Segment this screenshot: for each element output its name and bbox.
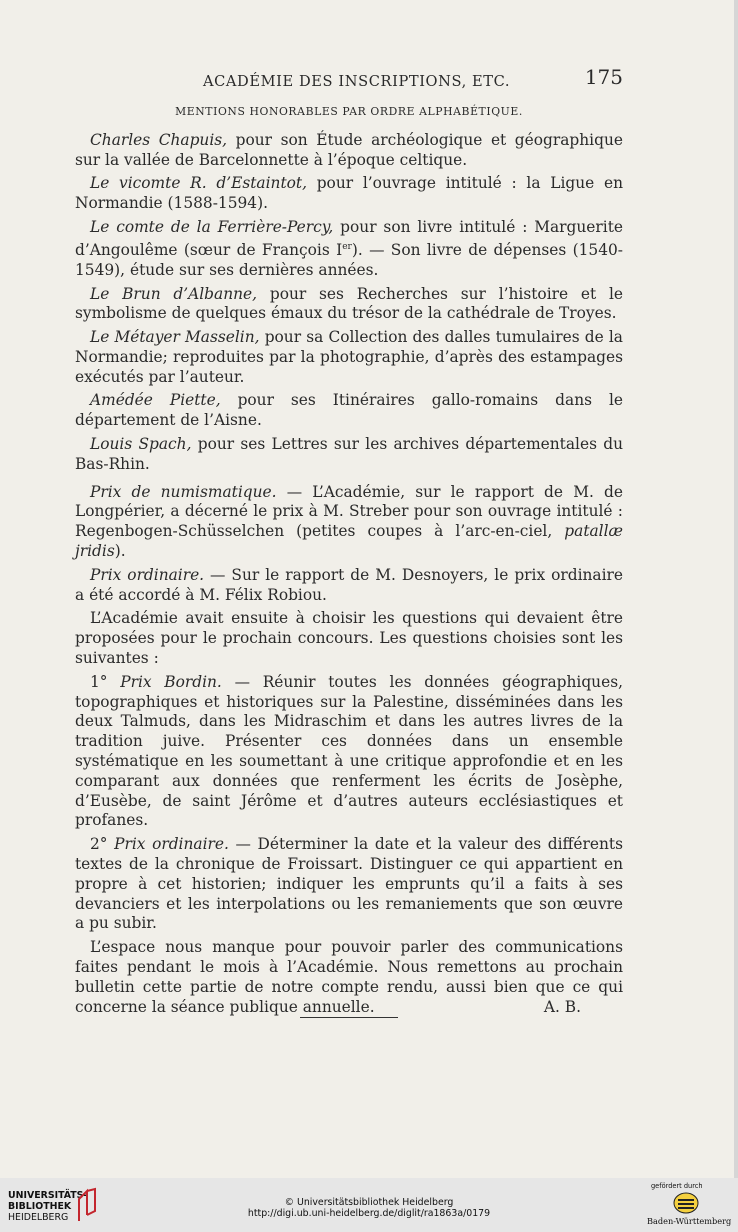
signature: A. B.	[543, 997, 581, 1016]
paragraph	[75, 673, 623, 831]
paragraph-text: — Réunir toutes les données géographiques, topographiques et historiques sur la Palestine, disséminées dans les deux Talmuds, dans les Midraschim et dans les autres livres de la tradition juive. Présenter ces données dans un ensemble systématique en les soumettant à une critique approfondie et en les comparant aux données que renferment les écrits de Josèphe, d’Eusèbe, de saint Jérôme et d’autres auteurs ecclésiastiques et profanes.	[75, 672, 623, 830]
paragraph-text: pour son livre intitulé : Marguerite d’Angoulême (sœur de François I	[75, 217, 623, 259]
paragraph-prefix: 1°	[90, 672, 108, 691]
paragraph-text: pour ses Itinéraires gallo-romains dans le département de l’Aisne.	[75, 391, 623, 430]
paragraph-lead: Prix Bordin.	[120, 672, 222, 691]
paragraph	[75, 609, 623, 668]
viewer-footer	[0, 1178, 738, 1232]
page-text	[75, 65, 624, 1021]
paragraph-lead: Prix ordinaire.	[90, 565, 205, 584]
paragraph-lead: Prix ordinaire.	[114, 835, 229, 854]
paragraph-text-continued: ). — Son livre de dépenses (1540-1549), étude sur ses dernières années.	[75, 240, 623, 279]
paragraph-text: L’espace nous manque pour pouvoir parler des communications faites pendant le mois à l’Académie. Nous remettons au prochain bulletin cette partie de notre compte rendu, aussi bien que ce qui concerne la séance publique annuelle.	[75, 938, 623, 1016]
paragraph-text: pour son Étude archéologique et géographique sur la vallée de Barcelonnette à l’époque celtique.	[75, 130, 623, 169]
paragraph	[75, 435, 623, 475]
paragraph-lead: Charles Chapuis,	[90, 130, 228, 149]
paragraph-lead: Le Brun d’Albanne,	[90, 284, 258, 303]
paragraph-text: pour l’ouvrage intitulé : la Ligue en Normandie (1588-1594).	[75, 174, 624, 213]
library-name-line: UNIVERSITÄTS-	[8, 1190, 88, 1201]
paragraph	[75, 218, 623, 281]
paragraph-text: — Sur le rapport de M. Desnoyers, le prix ordinaire a été accordé à M. Félix Robiou.	[75, 565, 623, 604]
paragraph	[75, 391, 623, 431]
permalink[interactable]: http://digi.ub.uni-heidelberg.de/diglit/ra1863a/0179	[247, 1208, 491, 1219]
sponsor-name: Baden-Württemberg	[647, 1216, 732, 1226]
paragraph-text: — L’Académie, sur le rapport de M. de Longpérier, a décerné le prix à M. Streber pour son ouvrage intitulé : Regenbogen-Schüsselchen (petites coupes à l’arc-en-ciel,	[75, 482, 623, 541]
superscript: er	[342, 241, 352, 252]
paragraph	[75, 174, 623, 214]
paragraph-lead: Le comte de la Ferrière-Percy,	[90, 217, 334, 236]
paragraph	[75, 566, 623, 606]
paragraph	[75, 131, 623, 171]
copyright-text: © Universitätsbibliothek Heidelberg	[284, 1197, 454, 1208]
paragraph-lead: Louis Spach,	[90, 435, 192, 454]
running-head	[75, 65, 623, 94]
sponsor-label: gefördert durch	[651, 1182, 703, 1190]
running-title: ACADÉMIE DES INSCRIPTIONS, ETC.	[203, 73, 511, 90]
page-number: 175	[584, 65, 623, 89]
paragraph-text: L’Académie avait ensuite à choisir les questions qui devaient être proposées pour le prochain concours. Les questions choisies sont les suivantes :	[75, 609, 623, 668]
paragraph	[75, 285, 623, 325]
paragraph-text: — Déterminer la date et la valeur des différents textes de la chronique de Froissart. Distinguer ce qui appartient en propre à cet historien; indiquer les emprunts qu’il a faits à ses devanciers et les interpolations ou les remaniements que son œuvre a pu subir.	[75, 835, 623, 933]
paragraph-text: pour ses Lettres sur les archives départementales du Bas-Rhin.	[75, 435, 623, 473]
paragraph-text: pour sa Collection des dalles tumulaires de la Normandie; reproduites par la photographie, d’après des estampages exécutés par l’auteur.	[75, 328, 623, 386]
paragraph-lead: Amédée Piette,	[90, 391, 221, 410]
paragraph-prefix: 2°	[90, 835, 108, 854]
paragraph	[75, 328, 623, 387]
paragraph	[75, 483, 623, 562]
section-heading: MENTIONS HONORABLES PAR ORDRE ALPHABÉTIQUE.	[175, 105, 523, 118]
library-name-line: HEIDELBERG	[8, 1211, 69, 1223]
paragraph-lead: Le vicomte R. d’Estaintot,	[90, 174, 307, 193]
paragraph-lead: Le Métayer Masselin,	[90, 328, 260, 347]
italic-term: patallæ jridis	[75, 522, 623, 561]
paragraph	[75, 835, 623, 934]
copyright-block	[0, 1197, 738, 1219]
paragraph-lead: Prix de numismatique.	[90, 482, 277, 501]
paragraph-text-continued: ).	[114, 542, 126, 561]
coat-of-arms-icon	[673, 1192, 699, 1214]
paragraph	[75, 938, 623, 1017]
paragraph-text: pour ses Recherches sur l’histoire et le symbolisme de quelques émaux du trésor de la cathédrale de Troyes.	[75, 284, 623, 323]
library-name-line: BIBLIOTHEK	[8, 1200, 72, 1212]
closing-rule	[300, 1017, 398, 1018]
